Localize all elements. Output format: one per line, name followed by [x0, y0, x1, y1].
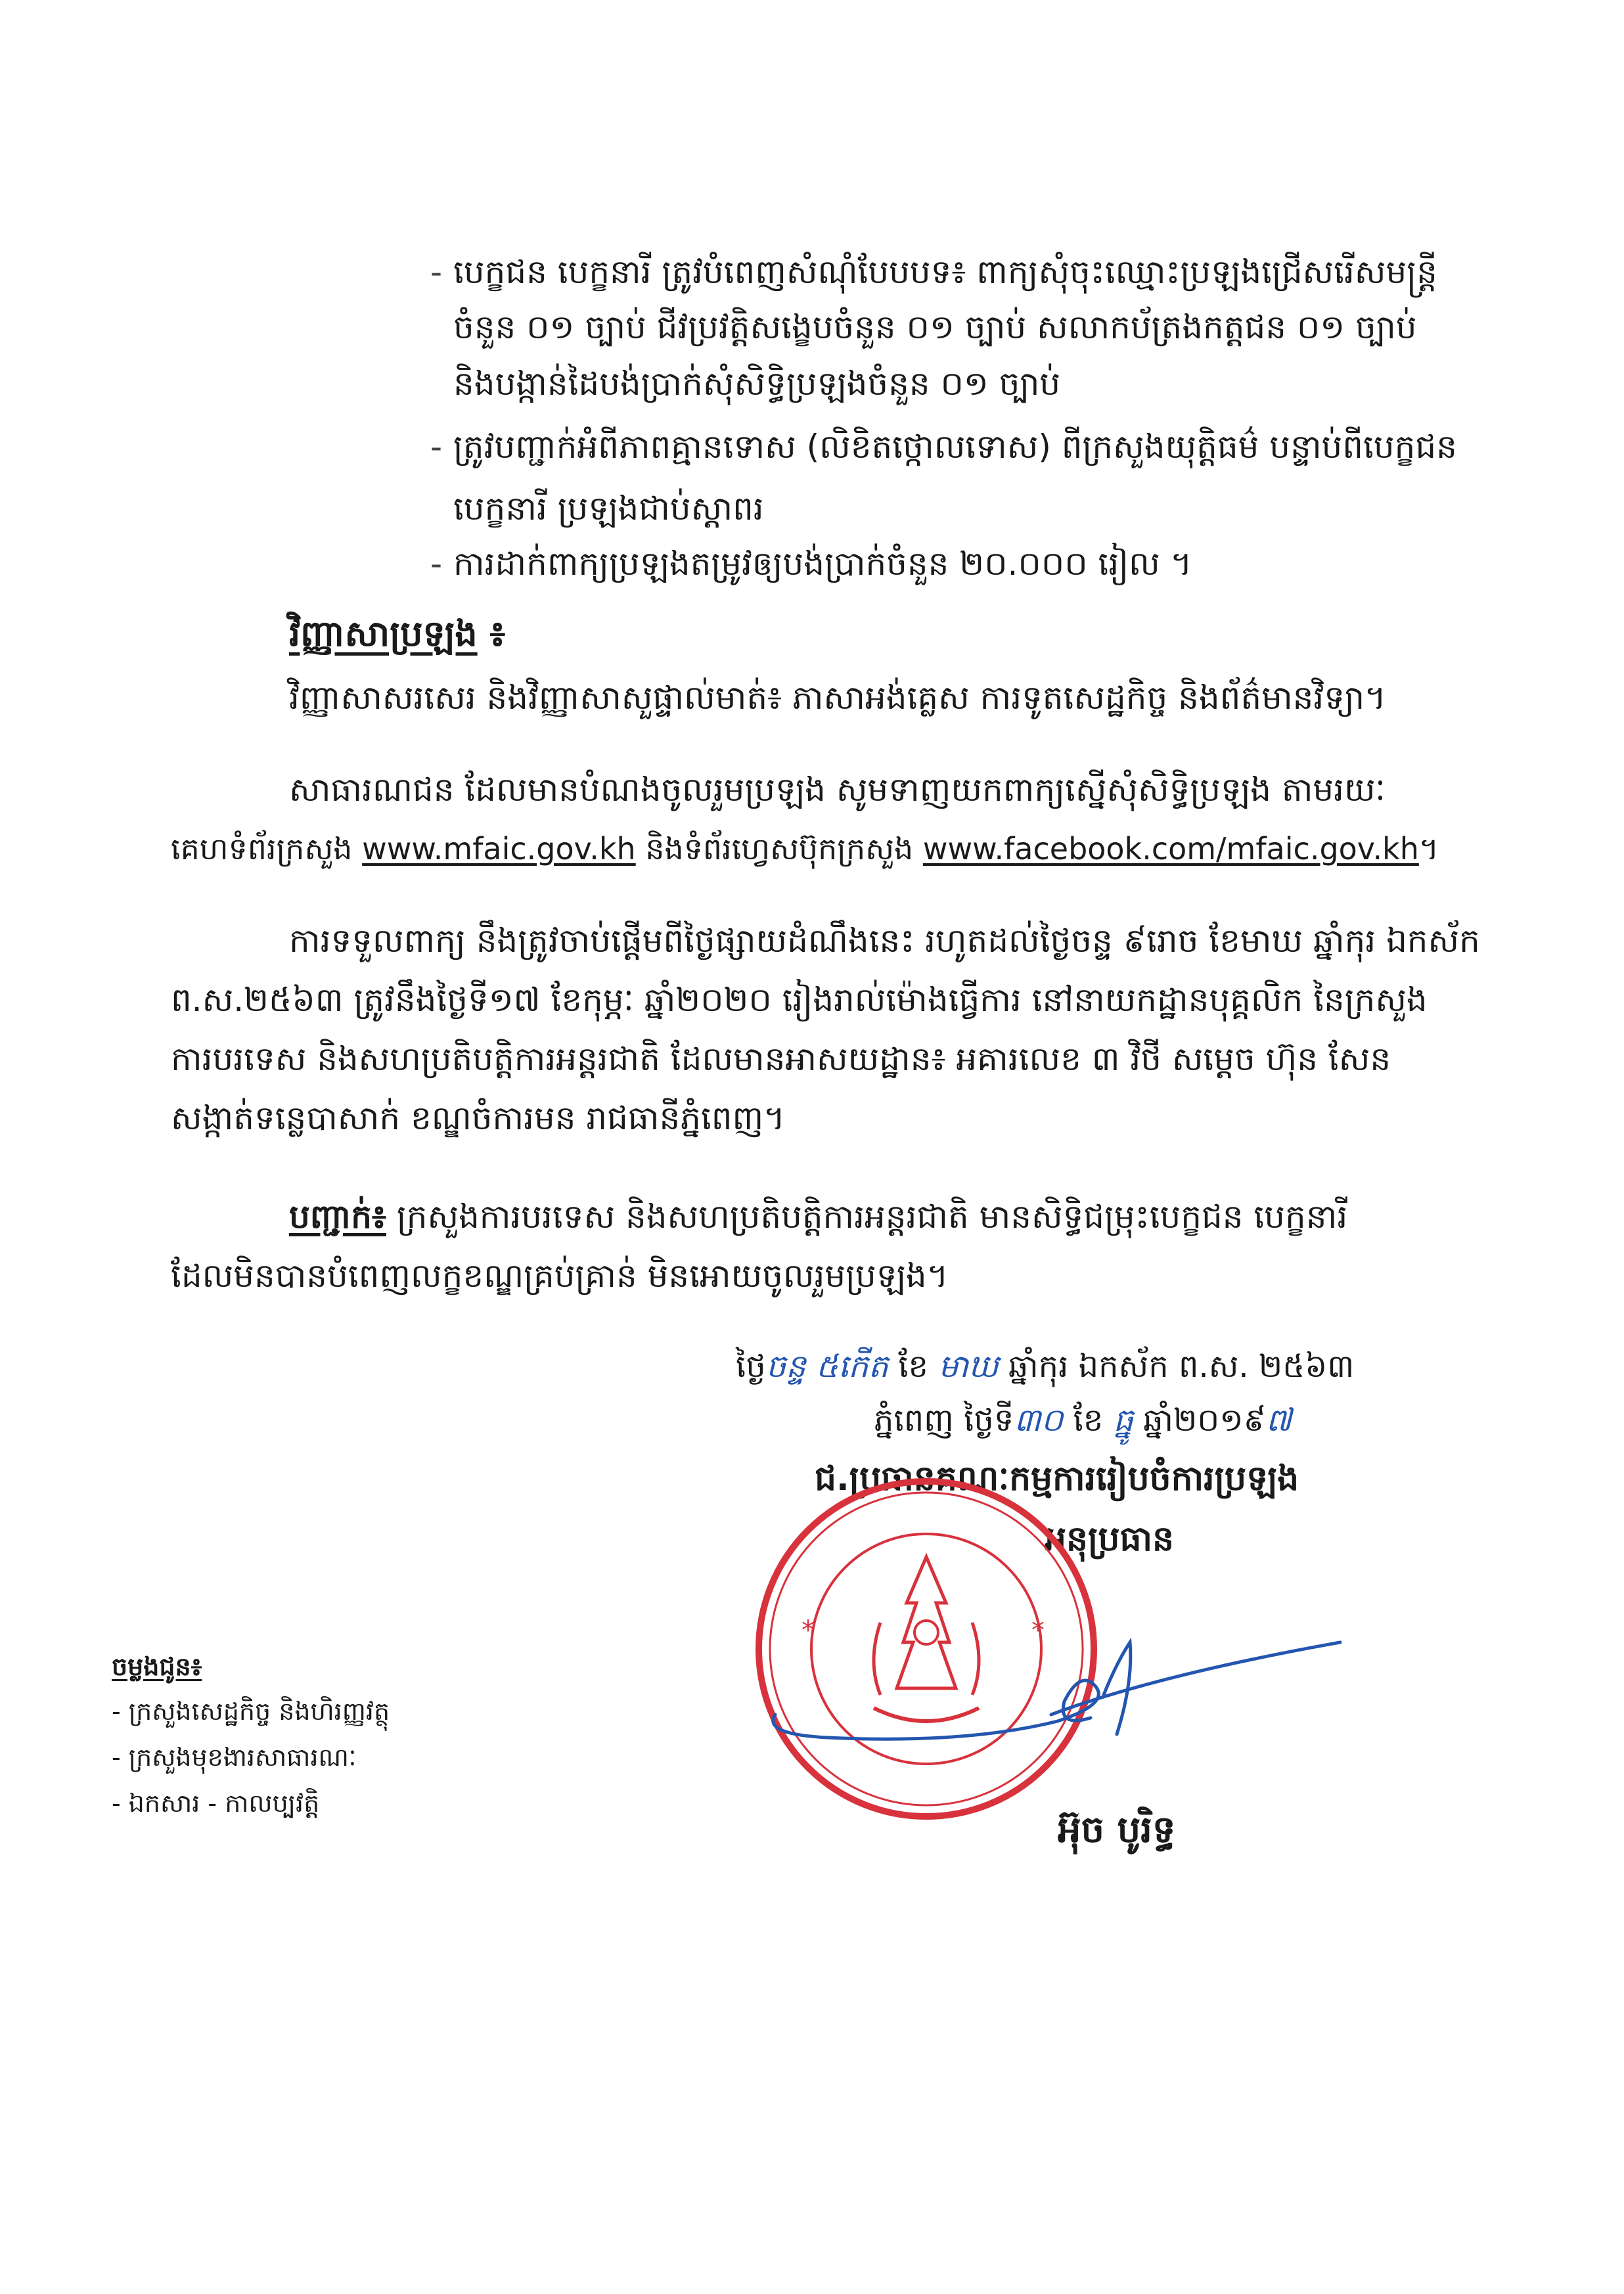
- copies-item-3: - ឯកសារ - កាលប្បវត្តិ: [112, 1789, 320, 1818]
- signatory-position: អនុប្រធាន: [1045, 1519, 1175, 1559]
- solar-date-day-handwritten: ៣០: [1014, 1402, 1064, 1439]
- solar-date-month-label: ខែ: [1063, 1402, 1114, 1439]
- deadline-line-4: សង្កាត់ទន្លេបាសាក់ ខណ្ឌចំការមន រាជធានីភ្នំពេញ។: [171, 1099, 786, 1137]
- lunar-date-suffix: ឆ្នាំកុរ ឯកស័ក ព.ស. ២៥៦៣: [998, 1348, 1355, 1385]
- copies-item-1: - ក្រសួងសេដ្ឋកិច្ច និងហិរញ្ញវត្ថុ: [112, 1697, 390, 1726]
- copies-item-2: - ក្រសួងមុខងារសាធារណៈ: [112, 1743, 357, 1772]
- solar-date: [874, 1399, 1292, 1441]
- copies-heading: [112, 1650, 202, 1683]
- signatory-on-behalf: ជ.ប្រធានគណៈកម្មការរៀបចំការប្រឡង: [815, 1459, 1299, 1498]
- note-line-1: [289, 1196, 1347, 1238]
- lunar-date-month-label: ខែ: [888, 1348, 939, 1385]
- facebook-link[interactable]: www.facebook.com/mfaic.gov.kh: [922, 831, 1419, 866]
- bullet-1-line-3: និងបង្កាន់ដៃបង់ប្រាក់សុំសិទ្ធិប្រឡងចំនួន ០១ ច្បាប់: [453, 365, 1061, 403]
- solar-date-month-handwritten: ធ្នូ: [1113, 1402, 1133, 1439]
- bullet-dash: -: [430, 428, 443, 466]
- subjects-heading: [289, 611, 505, 657]
- bullet-2-line-1: ត្រូវបញ្ជាក់អំពីភាពគ្មានទោស (លិខិតថ្កោលទោស) ពីក្រសួងយុត្តិធម៌ បន្ទាប់ពីបេក្ខជន: [453, 428, 1457, 466]
- lunar-date-day-handwritten: ចន្ទ ៥កើត: [765, 1348, 889, 1385]
- deadline-line-3: ការបរទេស និងសហប្រតិបត្តិការអន្តរជាតិ ដែលមានអាសយដ្ឋាន៖ អគារលេខ ៣ វិថី សម្ដេច ហ៊ុន សែន: [171, 1040, 1391, 1078]
- signature-loop: [773, 1680, 1099, 1739]
- subjects-heading-colon: ៖: [477, 613, 506, 654]
- bullet-dash: -: [430, 545, 443, 583]
- solar-date-prefix: ភ្នំពេញ ថ្ងៃទី: [874, 1402, 1014, 1439]
- subjects-heading-text: វិញ្ញាសាប្រឡង: [289, 613, 478, 654]
- notice-line-2-text-c: ។: [1418, 831, 1439, 866]
- signer-name: អ៊ុច បូរិទ្ធ: [1058, 1809, 1176, 1851]
- notice-line-2-text-a: គេហទំព័រក្រសួង: [171, 831, 363, 866]
- deadline-line-2: ព.ស.២៥៦៣ ត្រូវនឹងថ្ងៃទី១៧ ខែកុម្ភៈ ឆ្នាំ២០២០ រៀងរាល់ម៉ោងធ្វើការ នៅនាយកដ្ឋានបុគ្គលិក នៃក្រសួង: [171, 981, 1428, 1019]
- note-line-2: ដែលមិនបានបំពេញលក្ខខណ្ឌគ្រប់គ្រាន់ មិនអោយចូលរួមប្រឡង។: [171, 1257, 949, 1295]
- lunar-date: [736, 1345, 1354, 1387]
- bullet-dash: -: [430, 253, 443, 291]
- signature-strokes: [773, 1642, 1340, 1739]
- copies-heading-text: ចម្លងជូន៖: [112, 1652, 202, 1681]
- signature-icon: [749, 1603, 1366, 1774]
- bullet-1-line-1: បេក្ខជន បេក្ខនារី ត្រូវបំពេញសំណុំបែបបទ៖ ពាក្យសុំចុះឈ្មោះប្រឡងជ្រើសរើសមន្ត្រី: [453, 253, 1437, 291]
- website-link[interactable]: www.mfaic.gov.kh: [362, 831, 636, 866]
- bullet-3-line-1: ការដាក់ពាក្យប្រឡងតម្រូវឲ្យបង់ប្រាក់ចំនួន ២០.០០០ រៀល ។: [453, 545, 1192, 583]
- bullet-2-line-2: បេក្ខនារី ប្រឡងជាប់ស្ដាពរ: [453, 489, 764, 528]
- subjects-text: វិញ្ញាសាសរសេរ និងវិញ្ញាសាសួផ្ទាល់មាត់៖ ភាសាអង់គ្លេស ការទូតសេដ្ឋកិច្ច និងព័ត៌មានវិទ្យា។: [289, 679, 1387, 717]
- notice-line-2-text-b: និងទំព័រហ្វេសប៊ុកក្រសួង: [635, 831, 923, 866]
- solar-date-year-handwritten: ៧: [1265, 1402, 1292, 1439]
- lunar-date-prefix: ថ្ងៃ: [736, 1348, 766, 1385]
- deadline-line-1: ការទទួលពាក្យ នឹងត្រូវចាប់ផ្ដើមពីថ្ងៃផ្សាយដំណឹងនេះ រហូតដល់ថ្ងៃចន្ទ ៩រោច ខែមាឃ ឆ្នាំកុរ ឯកស័ក: [289, 922, 1480, 960]
- solar-date-year: ឆ្នាំ២០១៩: [1133, 1402, 1266, 1439]
- seal-star-right: *: [1031, 1615, 1045, 1646]
- signature-flourish: [1104, 1642, 1131, 1734]
- notice-line-2: [171, 828, 1439, 870]
- seal-star-left: *: [801, 1615, 815, 1646]
- lunar-date-month-handwritten: មាឃ: [938, 1348, 999, 1385]
- notice-line-1: សាធារណជន ដែលមានបំណងចូលរួមប្រឡង សូមទាញយកពាក្យស្នើសុំសិទ្ធិប្រឡង តាមរយៈ: [289, 771, 1386, 809]
- note-label: បញ្ជាក់៖: [289, 1198, 386, 1236]
- note-line-1-text: ក្រសួងការបរទេស និងសហប្រតិបត្តិការអន្តរជាតិ មានសិទ្ធិជម្រុះបេក្ខជន បេក្ខនារី: [386, 1198, 1348, 1236]
- bullet-1-line-2: ចំនួន ០១ ច្បាប់ ជីវប្រវត្តិសង្ខេបចំនួន ០១ ច្បាប់ សលាកប័ត្រងកត្តជន ០១ ច្បាប់: [453, 308, 1417, 346]
